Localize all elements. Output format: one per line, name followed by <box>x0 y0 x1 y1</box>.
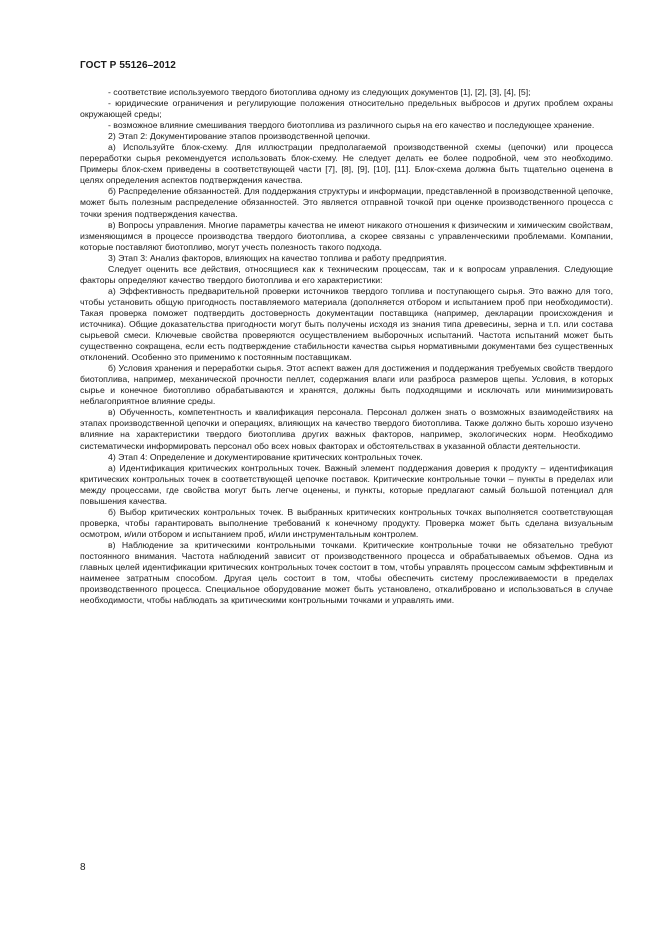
paragraph: 4) Этап 4: Определение и документирование критических контрольных точек. <box>108 451 423 462</box>
paragraph: в) Вопросы управления. Многие параметры качества не имеют никакого отношения к физическим и химическим свойствам, изменяющимся в процессе производства твердого биотоплива, а скорее связаны с управленческими проблемами. Компании, которые поставляют биотопливо, могут учесть полезность такого подхода. <box>80 219 613 252</box>
paragraph: в) Обученность, компетентность и квалификация персонала. Персонал должен знать о возможных взаимодействиях на этапах производственной цепочки и операциях, влияющих на качество твердого биотоплива. Также должно быть хорошо изучено влияние на характеристики твердого биотоплива других важных факторов, например, экологических норм. Необходимо систематически информировать персонал обо всех новых факторах и обстоятельствах в указанной области деятельности. <box>80 407 613 451</box>
document-body <box>80 87 613 606</box>
paragraph: б) Распределение обязанностей. Для поддержания структуры и информации, представленной в производственной цепочке, может быть полезным распределение обязанностей. Это является отправной точкой при оценке производственного процесса с точки зрения подтверждения качества. <box>80 186 613 219</box>
paragraph: б) Выбор критических контрольных точек. В выбранных критических контрольных точках выполняется соответствующая проверка, чтобы гарантировать выполнение требований к конечному продукту. Проверка может быть сделана визуальным осмотром, и/или отбором и испытанием проб, и/или инструментальным контролем. <box>80 506 613 539</box>
paragraph: 3) Этап 3: Анализ факторов, влияющих на качество топлива и работу предприятия. <box>108 252 447 263</box>
paragraph: - юридические ограничения и регулирующие положения относительно предельных выбросов и других проблем охраны окружающей среды; <box>80 98 613 120</box>
paragraph: б) Условия хранения и переработки сырья. Этот аспект важен для достижения и поддержания требуемых свойств твердого биотоплива, например, механической прочности пеллет, содержания влаги или разброса размеров щепы. Условия, в которых сырье и конечное биотопливо обрабатываются и хранятся, должны быть подходящими и исключать или минимизировать неблагоприятное влияние среды. <box>80 363 613 407</box>
document-header: ГОСТ Р 55126–2012 <box>80 60 176 71</box>
page-number: 8 <box>80 862 86 873</box>
paragraph: - возможное влияние смешивания твердого биотоплива из различного сырья на его качество и последующее хранение. <box>108 120 595 131</box>
paragraph: 2) Этап 2: Документирование этапов производственной цепочки. <box>108 131 371 142</box>
paragraph: а) Используйте блок-схему. Для иллюстрации предполагаемой производственной схемы (цепочки) или процесса переработки сырья рекомендуется использовать блок-схему. Не следует делать ее более подробной, чем это необходимо. Примеры блок-схем приведены в соответствующей части [7], [8], [9], [10], [11]. Блок-схема должна быть тщательно оценена в целях определения аспектов подтверждения качества. <box>80 142 613 186</box>
paragraph: а) Эффективность предварительной проверки источников твердого топлива и поступающего сырья. Это важно для того, чтобы установить общую пригодность поставляемого материала (дополняется отбором и испытанием проб при необходимости). Такая проверка поможет подтвердить достоверность документации поставщика (например, декларации происхождения и источника). Общие доказательства пригодности могут быть получены исходя из знания типа древесины, зерна и т.п. или состава сырьевой смеси. Ключевые свойства проверяются осуществлением выборочных испытаний. Частота испытаний может быть существенно сокращена, если есть подтверждение стабильности качества сырья нормативными документами без существенных отклонений. Особенно это применимо к постоянным поставщикам. <box>80 285 613 363</box>
paragraph: в) Наблюдение за критическими контрольными точками. Критические контрольные точки не обязательно требуют постоянного внимания. Частота наблюдений зависит от производственного процесса и обрабатываемых объемов. Одна из главных целей идентификации критических контрольных точек состоит в том, чтобы управлять процессом самым эффективным и наименее затратным способом. Другая цель состоит в том, чтобы обеспечить систему прослеживаемости в пределах производственного процесса. Специальное оборудование может быть установлено, откалибровано и использоваться в случае необходимости, чтобы наблюдать за критическими контрольными точками и управлять ими. <box>80 539 613 606</box>
paragraph: - соответствие используемого твердого биотоплива одному из следующих документов [1], [2], [3], [4], [5]; <box>108 87 531 97</box>
paragraph: а) Идентификация критических контрольных точек. Важный элемент поддержания доверия к продукту – идентификация критических контрольных точек в соответствующей цепочке поставок. Критические контрольные точки – пункты в пределах или между процессами, где свойства могут быть легче оценены, и пункты, которые предлагают самый большой потенциал для повышения качества. <box>80 462 613 506</box>
paragraph: Следует оценить все действия, относящиеся как к техническим процессам, так и к вопросам управления. Следующие факторы определяют качество твердого биотоплива и его характеристики: <box>80 263 613 285</box>
